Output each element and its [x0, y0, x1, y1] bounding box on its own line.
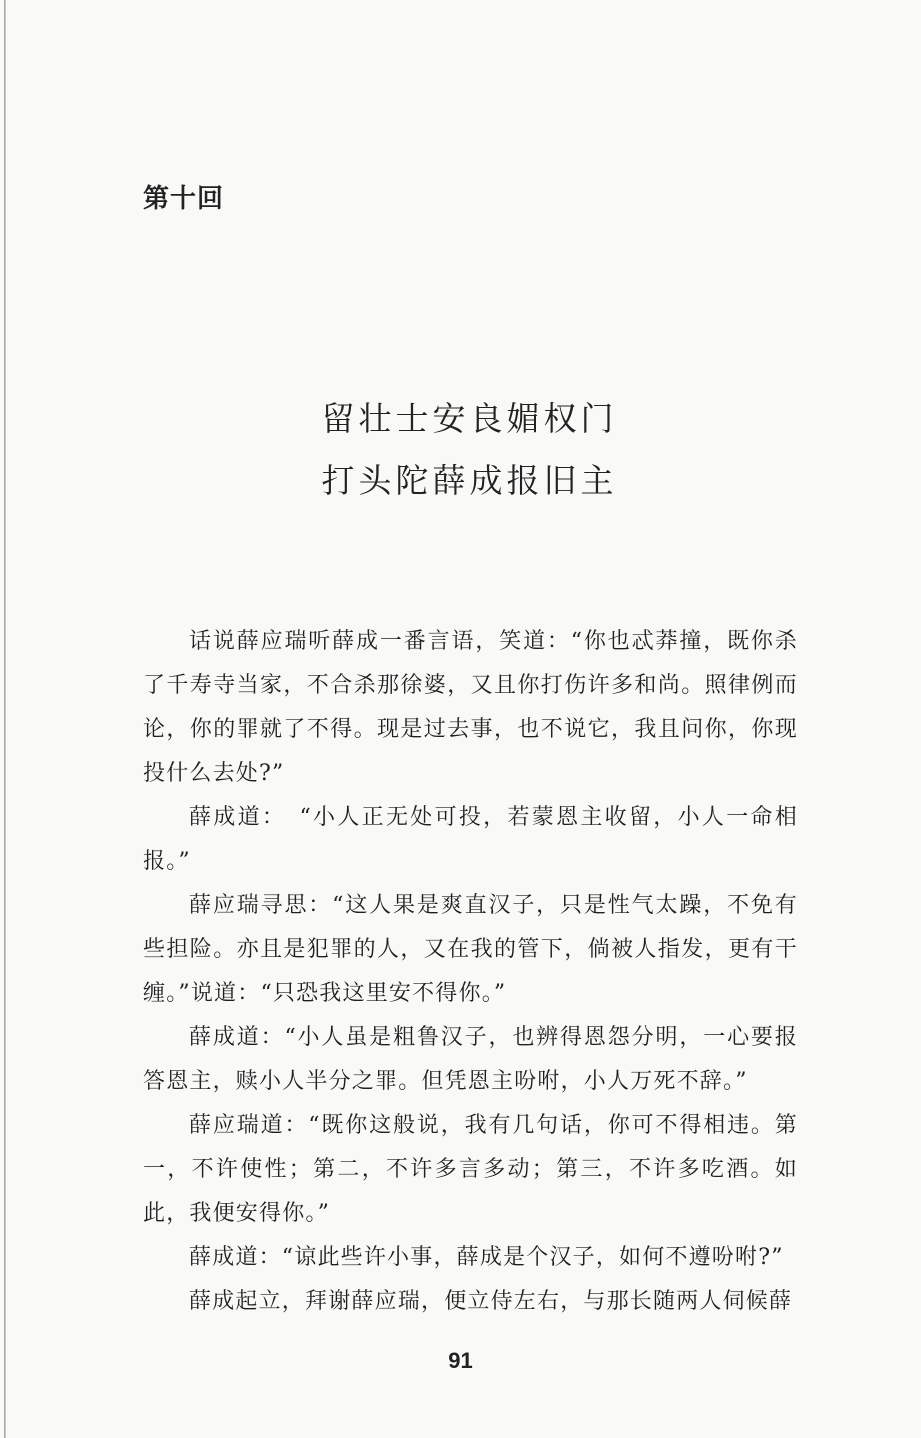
- page-number: 91: [448, 1348, 473, 1373]
- page-edge: [4, 0, 6, 1438]
- body-text: [143, 620, 798, 1324]
- paragraph: 薛应瑞道：“既你这般说，我有几句话，你可不得相违。第一，不许使性；第二，不许多言多动；第三，不许多吃酒。如此，我便安得你。”: [143, 1113, 798, 1226]
- chapter-title: [0, 388, 921, 512]
- paragraph: 薛成道：“谅此些许小事，薛成是个汉子，如何不遵吩咐?”: [189, 1245, 784, 1270]
- paragraph: 薛成起立，拜谢薛应瑞，便立侍左右，与那长随两人伺候薛: [189, 1289, 793, 1314]
- chapter-title-line-1: 留壮士安良媚权门: [321, 399, 618, 438]
- paragraph: 薛成道： “小人正无处可投，若蒙恩主收留，小人一命相报。”: [143, 805, 798, 874]
- chapter-title-line-2: 打头陀薛成报旧主: [321, 461, 618, 500]
- paragraph: 薛应瑞寻思：“这人果是爽直汉子，只是性气太躁，不免有些担险。亦且是犯罪的人，又在我的管下，倘被人指发，更有干缠。”说道：“只恐我这里安不得你。”: [143, 893, 798, 1006]
- paragraph: 薛成道：“小人虽是粗鲁汉子，也辨得恩怨分明，一心要报答恩主，赎小人半分之罪。但凭恩主吩咐，小人万死不辞。”: [143, 1025, 798, 1094]
- chapter-label: 第十回: [143, 184, 225, 214]
- paragraph: 话说薛应瑞听薛成一番言语，笑道：“你也忒莽撞，既你杀了千寿寺当家，不合杀那徐婆，又且你打伤许多和尚。照律例而论，你的罪就了不得。现是过去事，也不说它，我且问你，你现投什么去处?”: [143, 629, 798, 786]
